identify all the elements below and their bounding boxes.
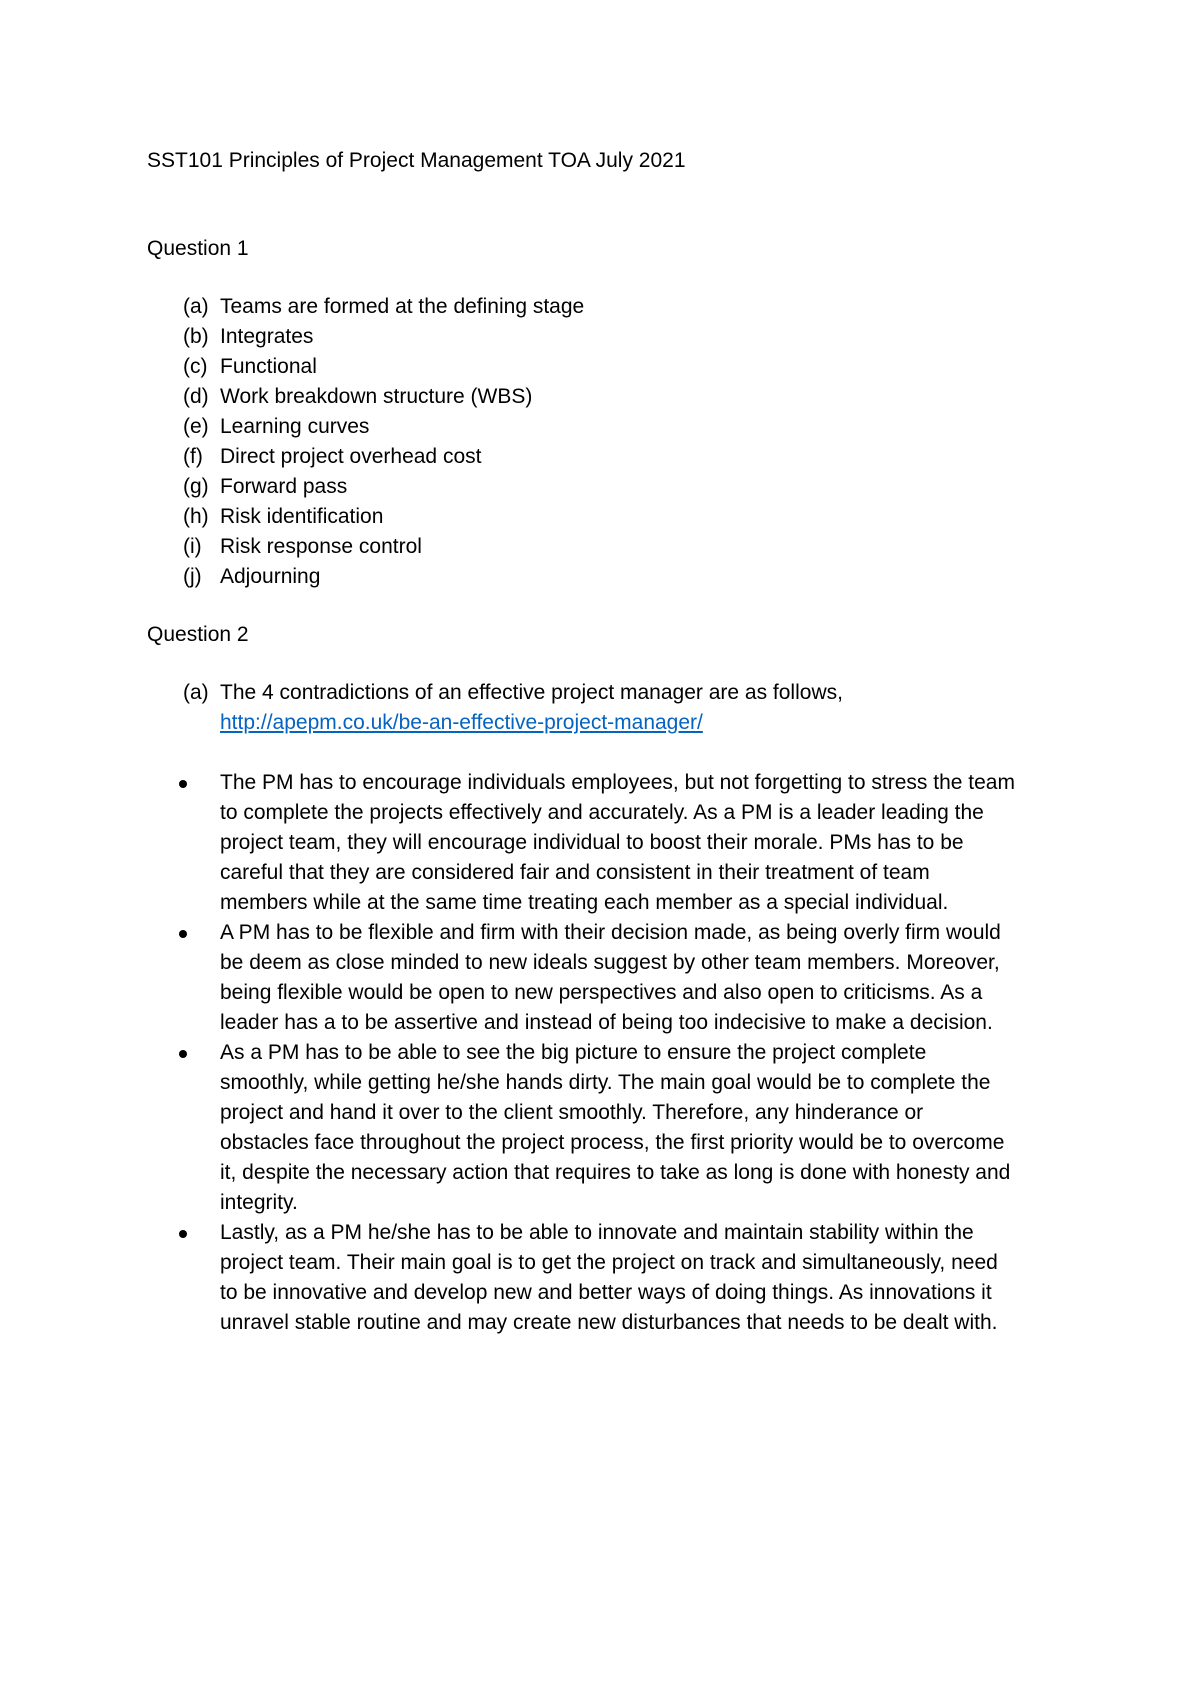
answer-item-b [147,322,1067,352]
question-1-heading: Question 1 [147,237,249,260]
part-a-intro: The 4 contradictions of an effective project manager are as follows, [220,681,843,704]
bullet-text: As a PM has to be able to see the big picture to ensure the project complete smoothly, while getting he/she hands dirty. The main goal would be to complete the project and hand it over to the client smoothly. Therefore, any hinderance or obstacles face throughout the project process, the first priority would be to overcome it, despite the necessary action that requires to take as long is done with honesty and integrity. [220,1041,1011,1214]
answer-text: Work breakdown structure (WBS) [220,385,533,408]
document-title: SST101 Principles of Project Management TOA July 2021 [147,149,686,172]
answer-label: (e) [183,415,209,438]
answer-text: Risk identification [220,505,384,528]
answer-item-g [147,472,1067,502]
answer-text: Teams are formed at the defining stage [220,295,585,318]
bullet-item [147,768,1015,918]
answer-label: (j) [183,565,202,588]
answer-item-j [147,562,1067,592]
contradictions-bullet-list [147,768,1067,1338]
answer-text: Forward pass [220,475,348,498]
answer-label: (i) [183,535,202,558]
answer-label: (f) [183,445,203,468]
answer-label: (a) [183,295,209,318]
question-1-answer-list [147,292,1067,592]
bullet-dot-icon [179,930,187,938]
bullet-dot-icon [179,780,187,788]
bullet-text: A PM has to be flexible and firm with their decision made, as being overly firm would be deem as close minded to new ideals suggest by other team members. Moreover, being flexible would be open to new perspectives and also open to criticisms. As a leader has a to be assertive and instead of being too indecisive to make a decision. [220,921,1001,1034]
bullet-dot-icon [179,1230,187,1238]
answer-label: (h) [183,505,209,528]
answer-item-c [147,352,1067,382]
bullet-item [147,1218,1015,1338]
answer-text: Learning curves [220,415,370,438]
answer-text: Risk response control [220,535,422,558]
answer-text: Adjourning [220,565,321,588]
answer-label: (g) [183,475,209,498]
question-2-part-a [147,678,1067,738]
answer-item-a [147,292,1067,322]
question-2-heading: Question 2 [147,623,249,646]
bullet-text: Lastly, as a PM he/she has to be able to innovate and maintain stability within the project team. Their main goal is to get the project on track and simultaneously, need to be innovative and develop new and better ways of doing things. As innovations it unravel stable routine and may create new disturbances that needs to be dealt with. [220,1221,998,1334]
answer-item-e [147,412,1067,442]
answer-label: (d) [183,385,209,408]
answer-text: Direct project overhead cost [220,445,482,468]
part-label: (a) [183,681,209,704]
bullet-item [147,918,1015,1038]
answer-item-h [147,502,1067,532]
answer-item-i [147,532,1067,562]
bullet-dot-icon [179,1050,187,1058]
document-body [147,146,1067,1338]
answer-item-d [147,382,1067,412]
bullet-text: The PM has to encourage individuals employees, but not forgetting to stress the team to complete the projects effectively and accurately. As a PM is a leader leading the project team, they will encourage individual to boost their morale. PMs has to be careful that they are considered fair and consistent in their treatment of team members while at the same time treating each member as a special individual. [220,771,1015,914]
answer-label: (b) [183,325,209,348]
answer-text: Functional [220,355,317,378]
answer-text: Integrates [220,325,314,348]
answer-item-f [147,442,1067,472]
reference-link[interactable]: http://apepm.co.uk/be-an-effective-project-manager/ [220,711,703,734]
answer-label: (c) [183,355,208,378]
bullet-item [147,1038,1015,1218]
